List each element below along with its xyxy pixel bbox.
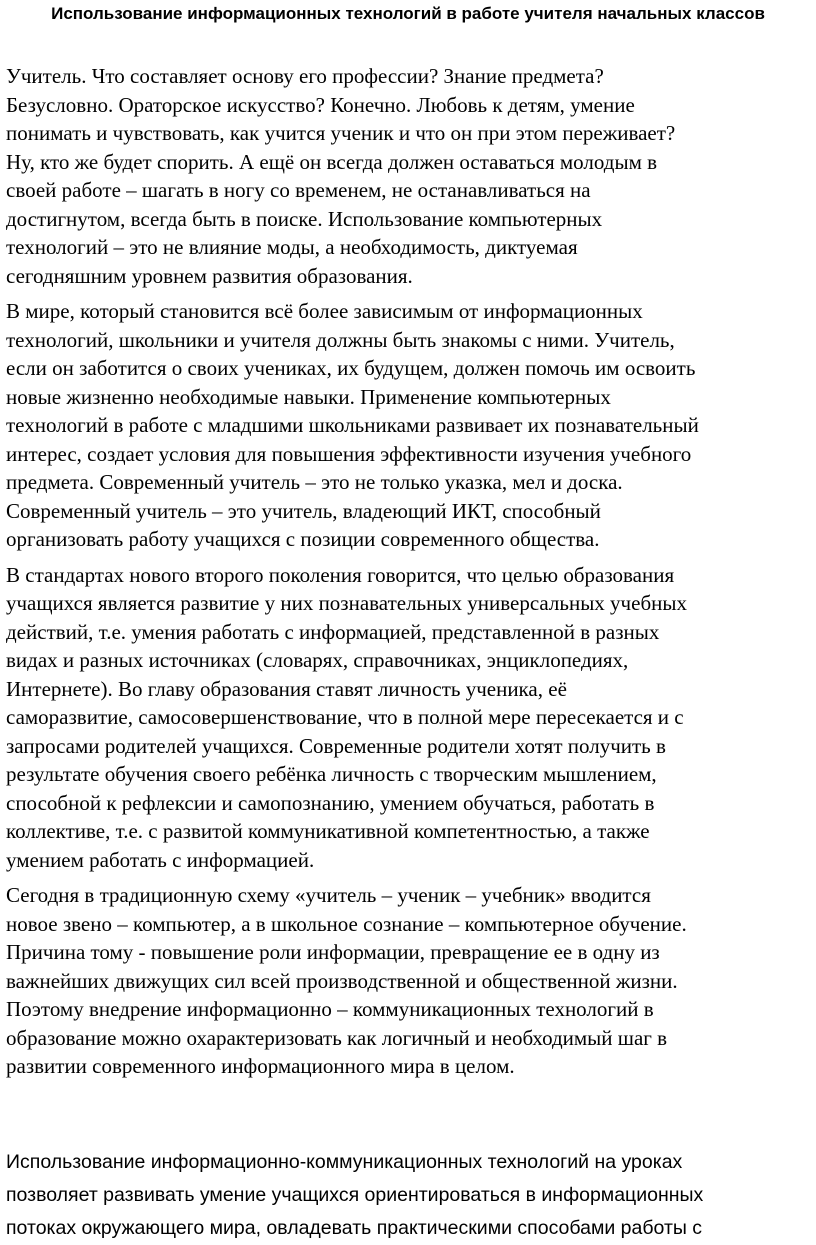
paragraph-1: Учитель. Что составляет основу его профессии? Знание предмета? Безусловно. Ораторское искусство? Конечно. Любовь к детям, умение понимать и чувствовать, как учится ученик и что он при этом переживает? Ну, кто же будет спорить. А ещё он всегда должен оставаться молодым в своей работе – шагать в ногу со временем, не останавливаться на достигнутом, всегда быть в поиске. Использование компьютерных технологий – это не влияние моды, а необходимость, диктуемая сегодняшним уровнем развития образования. <box>6 64 676 288</box>
closing-paragraph: Использование информационно-коммуникационных технологий на уроках позволяет развивать умение учащихся ориентироваться в информационных потоках окружающего мира, овладевать практическими способами работы с <box>6 1151 704 1239</box>
document-title: Использование информационных технологий в работе учителя начальных классов <box>51 4 765 23</box>
paragraph-4: Сегодня в традиционную схему «учитель – ученик – учебник» вводится новое звено – компьютер, а в школьное сознание – компьютерное обучение. Причина тому - повышение роли информации, превращение ее в одну из важнейших движущих сил всей производственной и общественной жизни. Поэтому внедрение информационно – коммуникационных технологий в образование можно охарактеризовать как логичный и необходимый шаг в развитии современного информационного мира в целом. <box>6 883 687 1078</box>
paragraph-3: В стандартах нового второго поколения говорится, что целью образования учащихся является развитие у них познавательных универсальных учебных действий, т.е. умения работать с информацией, представленной в разных видах и разных источниках (словарях, справочниках, энциклопедиях, Интернете). Во главу образования ставят личность ученика, её саморазвитие, самосовершенствование, что в полной мере пересекается и с запросами родителей учащихся. Современные родители хотят получить в результате обучения своего ребёнка личность с творческим мышлением, способной к рефлексии и самопознанию, умением обучаться, работать в коллективе, т.е. с развитой коммуникативной компетентностью, а также умением работать с информацией. <box>6 562 687 872</box>
document-body <box>6 62 812 1088</box>
paragraph-2: В мире, который становится всё более зависимым от информационных технологий, школьники и учителя должны быть знакомы с ними. Учитель, если он заботится о своих учениках, их будущем, должен помочь им освоить новые жизненно необходимые навыки. Применение компьютерных технологий в работе с младшими школьниками развивает их познавательный интерес, создает условия для повышения эффективности изучения учебного предмета. Современный учитель – это не только указка, мел и доска. Современный учитель – это учитель, владеющий ИКТ, способный организовать работу учащихся с позиции современного общества. <box>6 299 699 551</box>
